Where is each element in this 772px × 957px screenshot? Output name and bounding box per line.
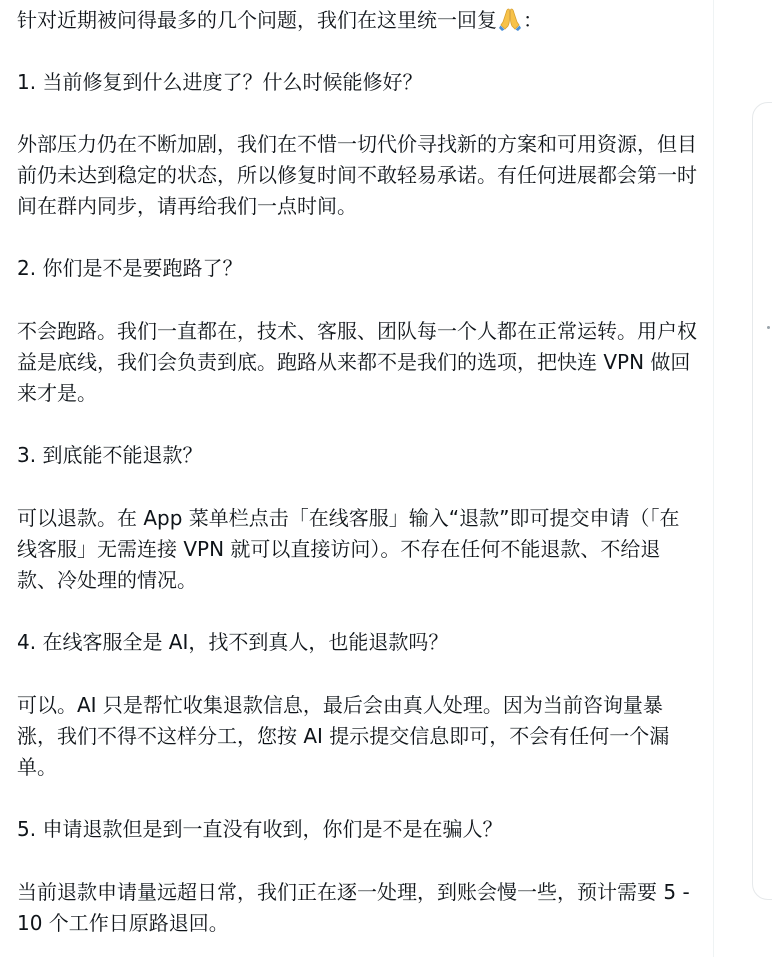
question-1: 1. 当前修复到什么进度了？什么时候能修好？ bbox=[17, 70, 423, 94]
question-4: 4. 在线客服全是 AI，找不到真人，也能退款吗？ bbox=[17, 630, 449, 654]
answer-3: 可以退款。在 App 菜单栏点击「在线客服」输入“退款”即可提交申请（「在线客服」无需连接 VPN 就可以直接访问）。不存在任何不能退款、不给退款、冷处理的情况。 bbox=[17, 506, 680, 592]
question-3: 3. 到底能不能退款？ bbox=[17, 443, 203, 467]
column-divider bbox=[713, 0, 714, 957]
answer-4: 可以。AI 只是帮忙收集退款信息，最后会由真人处理。因为当前咨询量暴涨，我们不得不这样分工，您按 AI 提示提交信息即可，不会有任何一个漏单。 bbox=[17, 693, 670, 779]
question-5: 5. 申请退款但是到一直没有收到，你们是不是在骗人？ bbox=[17, 817, 503, 841]
answer-5: 当前退款申请量远超日常，我们正在逐一处理，到账会慢一些，预计需要 5 - 10 个工作日原路退回。 bbox=[17, 880, 690, 935]
intro-paragraph bbox=[17, 5, 697, 36]
sidebar-dot bbox=[767, 326, 770, 329]
intro-suffix: ： bbox=[523, 8, 543, 32]
answer-2: 不会跑路。我们一直都在，技术、客服、团队每一个人都在正常运转。用户权益是底线，我们会负责到底。跑路从来都不是我们的选项，把快连 VPN 做回来才是。 bbox=[17, 319, 697, 405]
folded-hands-emoji bbox=[497, 6, 523, 32]
post-body bbox=[17, 0, 697, 957]
question-2: 2. 你们是不是要跑路了？ bbox=[17, 256, 243, 280]
intro-text: 针对近期被问得最多的几个问题，我们在这里统一回复 bbox=[17, 8, 497, 32]
sidebar-card bbox=[752, 102, 772, 900]
answer-1: 外部压力仍在不断加剧，我们在不惜一切代价寻找新的方案和可用资源，但目前仍未达到稳定的状态，所以修复时间不敢轻易承诺。有任何进展都会第一时间在群内同步，请再给我们一点时间。 bbox=[17, 132, 697, 218]
